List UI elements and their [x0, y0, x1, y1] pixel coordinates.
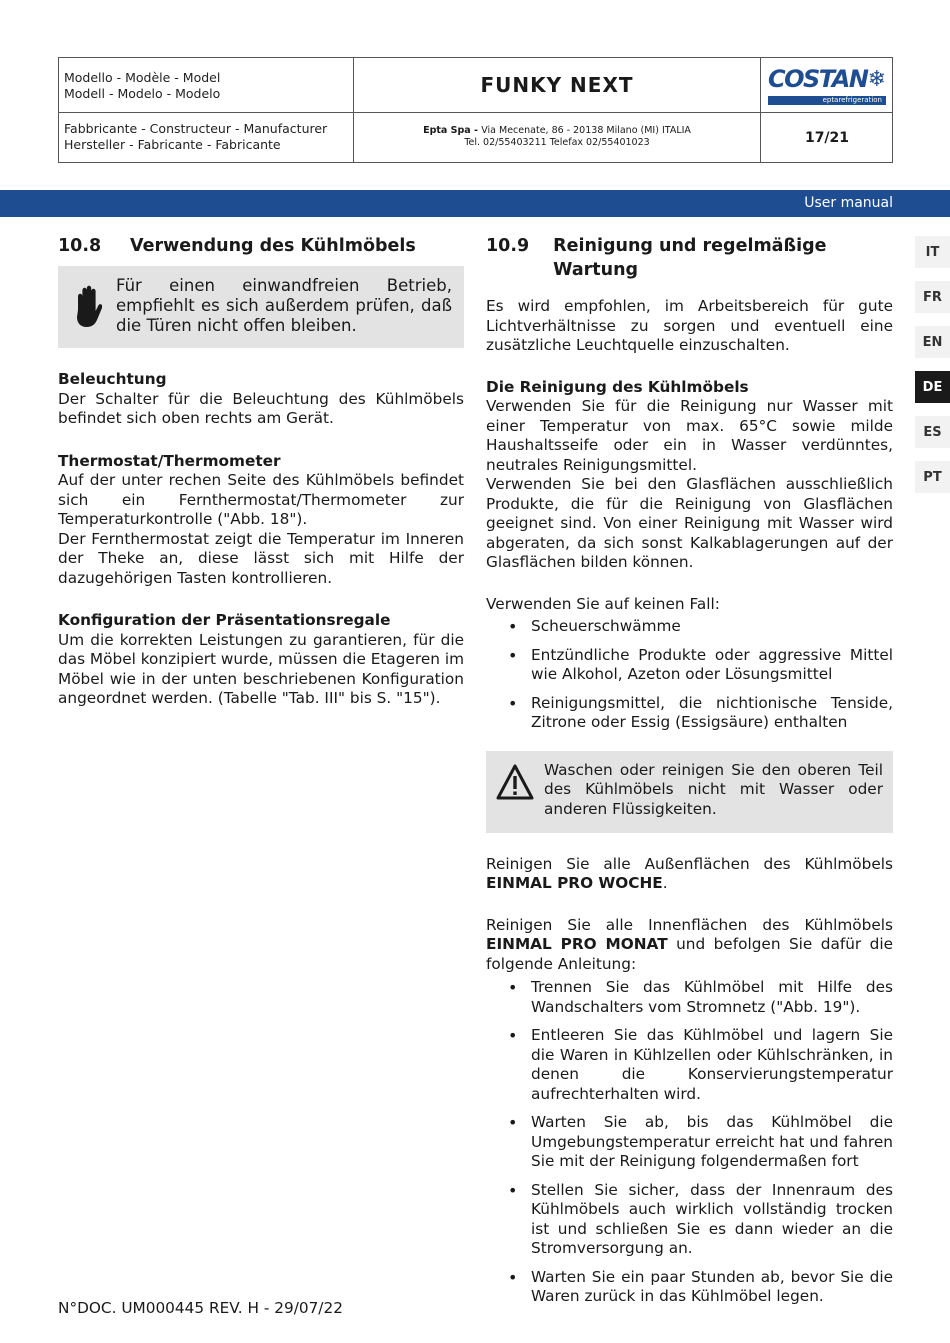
- weekly-text: Reinigen Sie alle Außenflächen des Kühlmöbels: [486, 854, 893, 873]
- weekly-cleaning-text: [486, 855, 893, 894]
- monthly-text-1: Reinigen Sie alle Innenflächen des Kühlmöbels: [486, 915, 893, 934]
- config-title: Konfiguration der Präsentationsregale: [58, 611, 391, 629]
- document-header: [58, 57, 893, 163]
- lang-tab-it[interactable]: IT: [915, 236, 950, 268]
- lang-tab-es[interactable]: ES: [915, 416, 950, 448]
- note-text: Für einen einwandfreien Betrieb, empfiehlt es sich außerdem prüfen, daß die Türen nicht offen bleiben.: [116, 276, 452, 335]
- list-item: • Entleeren Sie das Kühlmöbel und lagern Sie die Waren in Kühlzellen oder Kühlschränken, in denen die Konservierungstemperatur aufrechterhalten wird.: [531, 1026, 893, 1104]
- logo-word: COSTAN: [768, 65, 868, 93]
- manufacturer-label-line-2: Hersteller - Fabricante - Fabricante: [64, 137, 281, 152]
- list-item: • Warten Sie ab, bis das Kühlmöbel die Umgebungstemperatur erreicht hat und fahren Sie mit der Reinigung folgendermaßen fort: [531, 1113, 893, 1172]
- model-label-line-1: Modello - Modèle - Model: [64, 70, 221, 85]
- company-phone: Tel. 02/55403211 Telefax 02/55401023: [464, 137, 650, 148]
- never-use-text: Verwenden Sie auf keinen Fall:: [486, 594, 720, 613]
- section-number: 10.9: [486, 236, 530, 256]
- page-number-cell: [761, 113, 893, 163]
- section-heading-10-8: [58, 234, 464, 258]
- model-label: [59, 58, 354, 113]
- cleaning-steps-list: [531, 978, 893, 1307]
- cleaning-title: Die Reinigung des Kühlmöbels: [486, 377, 749, 396]
- brand-logo: [768, 63, 886, 107]
- company-info: [354, 113, 761, 163]
- never-use-list: [531, 617, 893, 733]
- thermostat-text-1: Auf der unter rechen Seite des Kühlmöbels befindet sich ein Fernthermostat/Thermometer zur Temperaturkontrolle ("Abb. 18").: [58, 471, 464, 528]
- list-item: • Stellen Sie sicher, dass der Innenraum des Kühlmöbels auch wirklich vollständig trocken ist und schließen Sie es dann wieder an die Stromversorgung an.: [531, 1181, 893, 1259]
- manufacturer-label-line-1: Fabbricante - Constructeur - Manufacturer: [64, 121, 328, 136]
- weekly-end: .: [662, 874, 668, 892]
- lang-tab-de[interactable]: DE: [915, 371, 950, 403]
- cleaning-text-1: Verwenden Sie für die Reinigung nur Wasser mit einer Temperatur von max. 65°C sowie milde Haushaltsseife oder ein in Wasser verdünntes, neutrales Reinigungsmittel.: [486, 397, 893, 474]
- list-item: • Trennen Sie das Kühlmöbel mit Hilfe des Wandschalters vom Stromnetz ("Abb. 19").: [531, 978, 893, 1017]
- company-name: Epta Spa -: [423, 125, 482, 136]
- language-tabs: [915, 236, 950, 506]
- manual-banner: [0, 190, 950, 217]
- monthly-bold: EINMAL PRO MONAT: [486, 935, 668, 953]
- lighting-text: Der Schalter für die Beleuchtung des Kühlmöbels befindet sich oben rechts am Gerät.: [58, 389, 464, 427]
- lang-tab-pt[interactable]: PT: [915, 461, 950, 493]
- model-name: FUNKY NEXT: [480, 73, 634, 97]
- list-item: • Entzündliche Produkte oder aggressive Mittel wie Alkohol, Azeton oder Lösungsmittel: [531, 646, 893, 685]
- list-item: • Warten Sie ein paar Stunden ab, bevor Sie die Waren zurück in das Kühlmöbel legen.: [531, 1268, 893, 1307]
- model-label-line-2: Modell - Modelo - Modelo: [64, 86, 221, 101]
- manufacturer-label: [59, 113, 354, 163]
- thermostat-text-2: Der Fernthermostat zeigt die Temperatur im Inneren der Theke an, diese lässt sich mit Hilfe der dazugehörigen Tasten kontrollieren.: [58, 529, 464, 587]
- lang-tab-en[interactable]: EN: [915, 326, 950, 358]
- note-box: [58, 266, 464, 348]
- stop-hand-icon: [58, 276, 116, 328]
- list-item: • Reinigungsmittel, die nichtionische Tenside, Zitrone oder Essig (Essigsäure) enthalten: [531, 694, 893, 733]
- monthly-cleaning-text: [486, 916, 893, 975]
- page-number: 17/21: [804, 130, 850, 146]
- section-heading-10-9: [486, 234, 893, 282]
- weekly-bold: EINMAL PRO WOCHE: [486, 874, 663, 892]
- logo-cell: [761, 58, 893, 113]
- left-column: [58, 234, 464, 709]
- model-name-cell: [354, 58, 761, 113]
- monthly-text-2: und befolgen Sie dafür die folgende Anleitung:: [486, 935, 893, 973]
- snowflake-icon: ❄: [867, 67, 886, 92]
- logo-band: eptarefrigeration: [768, 96, 886, 105]
- section-number: 10.8: [58, 236, 102, 256]
- warning-triangle-icon: [486, 761, 544, 801]
- document-reference: N°DOC. UM000445 REV. H - 29/07/22: [58, 1299, 343, 1317]
- warning-text: Waschen oder reinigen Sie den oberen Teil des Kühlmöbels nicht mit Wasser oder anderen Flüssigkeiten.: [544, 760, 883, 818]
- section-title: Reinigung und regelmäßige Wartung: [553, 236, 827, 280]
- company-address: Via Mecenate, 86 - 20138 Milano (MI) ITALIA: [481, 125, 691, 136]
- intro-text: Es wird empfohlen, im Arbeitsbereich für gute Lichtverhältnisse zu sorgen und eventuell eine zusätzliche Leuchtquelle einzuschalten.: [486, 297, 893, 354]
- list-item: • Scheuerschwämme: [531, 617, 893, 637]
- config-text: Um die korrekten Leistungen zu garantieren, für die das Möbel konzipiert wurde, müssen die Etageren im Möbel wie in der unten beschriebenen Konfiguration angeordnet werden. (Tabelle "Tab. III" bis S. "15").: [58, 630, 464, 707]
- lighting-title: Beleuchtung: [58, 370, 167, 388]
- cleaning-text-2: Verwenden Sie bei den Glasflächen ausschließlich Produkte, die für die Reinigung von Glasflächen geeignet sind. Von einer Reinigung mit Wasser wird abgeraten, da sich sonst Kalkablagerungen auf der Glasflächen bilden können.: [486, 475, 893, 571]
- warning-box: [486, 751, 893, 833]
- lang-tab-fr[interactable]: FR: [915, 281, 950, 313]
- right-column: [486, 234, 893, 1307]
- section-title: Verwendung des Kühlmöbels: [130, 236, 416, 256]
- thermostat-title: Thermostat/Thermometer: [58, 451, 281, 470]
- banner-text: User manual: [804, 195, 893, 211]
